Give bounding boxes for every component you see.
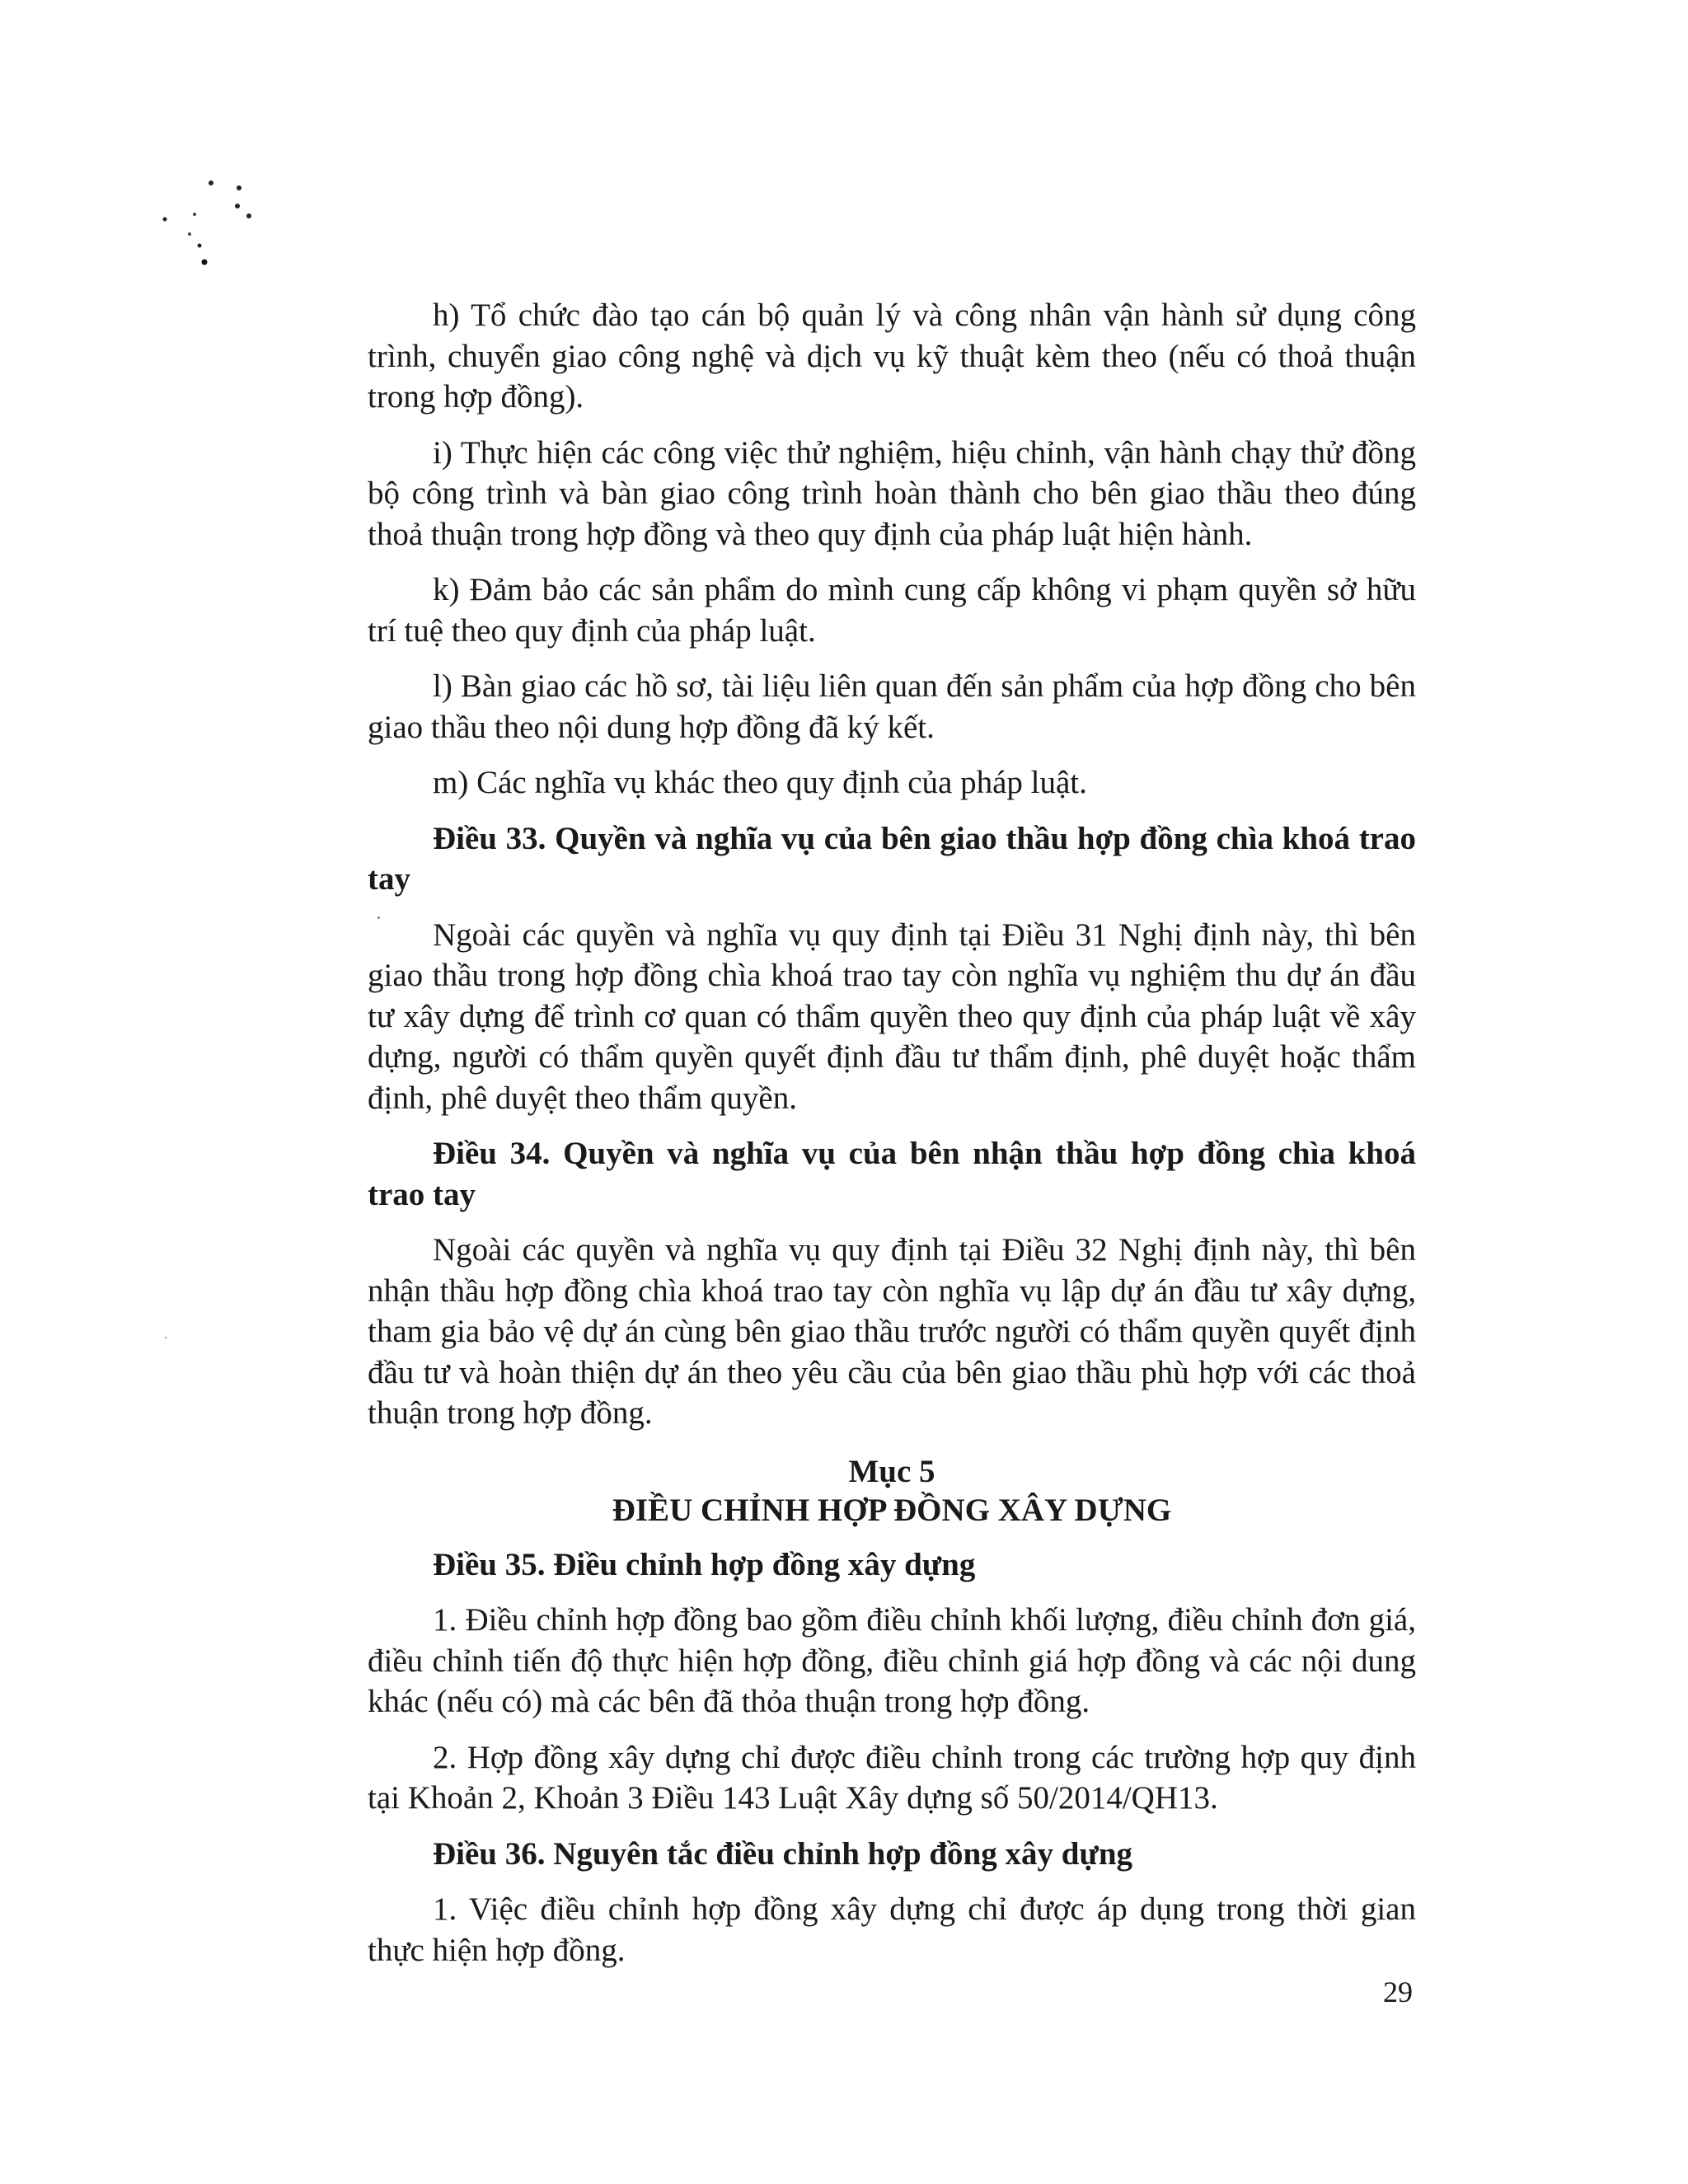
paragraph-l: l) Bàn giao các hồ sơ, tài liệu liên quan đến sản phẩm của hợp đồng cho bên giao thầu theo nội dung hợp đồng đã ký kết. xyxy=(368,668,1416,745)
article-36-heading: Điều 36. Nguyên tắc điều chỉnh hợp đồng xây dựng xyxy=(433,1835,1133,1872)
scan-specks-icon xyxy=(157,173,272,272)
section-heading xyxy=(368,1452,1416,1530)
paragraph-m: m) Các nghĩa vụ khác theo quy định của pháp luật. xyxy=(433,765,1087,800)
article-36-item-1: 1. Việc điều chỉnh hợp đồng xây dựng chỉ được áp dụng trong thời gian thực hiện hợp đồng. xyxy=(368,1891,1416,1968)
article-33-heading: Điều 33. Quyền và nghĩa vụ của bên giao thầu hợp đồng chìa khoá trao tay xyxy=(368,820,1416,897)
section-title: ĐIỀU CHỈNH HỢP ĐỒNG XÂY DỰNG xyxy=(612,1492,1172,1528)
article-35-heading: Điều 35. Điều chỉnh hợp đồng xây dựng xyxy=(433,1546,976,1582)
article-35-item-2: 2. Hợp đồng xây dựng chỉ được điều chỉnh trong các trường hợp quy định tại Khoản 2, Khoản 3 Điều 143 Luật Xây dựng số 50/2014/QH13. xyxy=(368,1739,1416,1816)
document-body xyxy=(368,295,1416,1971)
article-33-body: Ngoài các quyền và nghĩa vụ quy định tại Điều 31 Nghị định này, thì bên giao thầu trong hợp đồng chìa khoá trao tay còn nghĩa vụ nghiệm thu dự án đầu tư xây dựng để trình cơ quan có thẩm quyền theo quy định của pháp luật về xây dựng, người có thẩm quyền quyết định đầu tư thẩm định, phê duyệt hoặc thẩm định, phê duyệt theo thẩm quyền. xyxy=(368,916,1416,1116)
section-label: Mục 5 xyxy=(848,1453,935,1489)
paragraph-h: h) Tổ chức đào tạo cán bộ quản lý và công nhân vận hành sử dụng công trình, chuyển giao công nghệ và dịch vụ kỹ thuật kèm theo (nếu có thoả thuận trong hợp đồng). xyxy=(368,298,1416,415)
paragraph-k: k) Đảm bảo các sản phẩm do mình cung cấp không vi phạm quyền sở hữu trí tuệ theo quy định của pháp luật. xyxy=(368,572,1416,649)
article-34-heading: Điều 34. Quyền và nghĩa vụ của bên nhận thầu hợp đồng chìa khoá trao tay xyxy=(368,1136,1416,1212)
paragraph-i: i) Thực hiện các công việc thử nghiệm, hiệu chỉnh, vận hành chạy thử đồng bộ công trình và bàn giao công trình hoàn thành cho bên giao thầu theo đúng thoả thuận trong hợp đồng và theo quy định của pháp luật hiện hành. xyxy=(368,434,1416,552)
page-number: 29 xyxy=(1383,1975,1413,2008)
article-34-body: Ngoài các quyền và nghĩa vụ quy định tại Điều 32 Nghị định này, thì bên nhận thầu hợp đồng chìa khoá trao tay còn nghĩa vụ lập dự án đầu tư xây dựng, tham gia bảo vệ dự án cùng bên giao thầu trước người có thẩm quyền quyết định đầu tư và hoàn thiện dự án theo yêu cầu của bên giao thầu phù hợp với các thoả thuận trong hợp đồng. xyxy=(368,1232,1416,1431)
article-35-item-1: 1. Điều chỉnh hợp đồng bao gồm điều chỉnh khối lượng, điều chỉnh đơn giá, điều chỉnh tiến độ thực hiện hợp đồng, điều chỉnh giá hợp đồng và các nội dung khác (nếu có) mà các bên đã thỏa thuận trong hợp đồng. xyxy=(368,1602,1416,1719)
scan-mark xyxy=(165,1337,166,1338)
